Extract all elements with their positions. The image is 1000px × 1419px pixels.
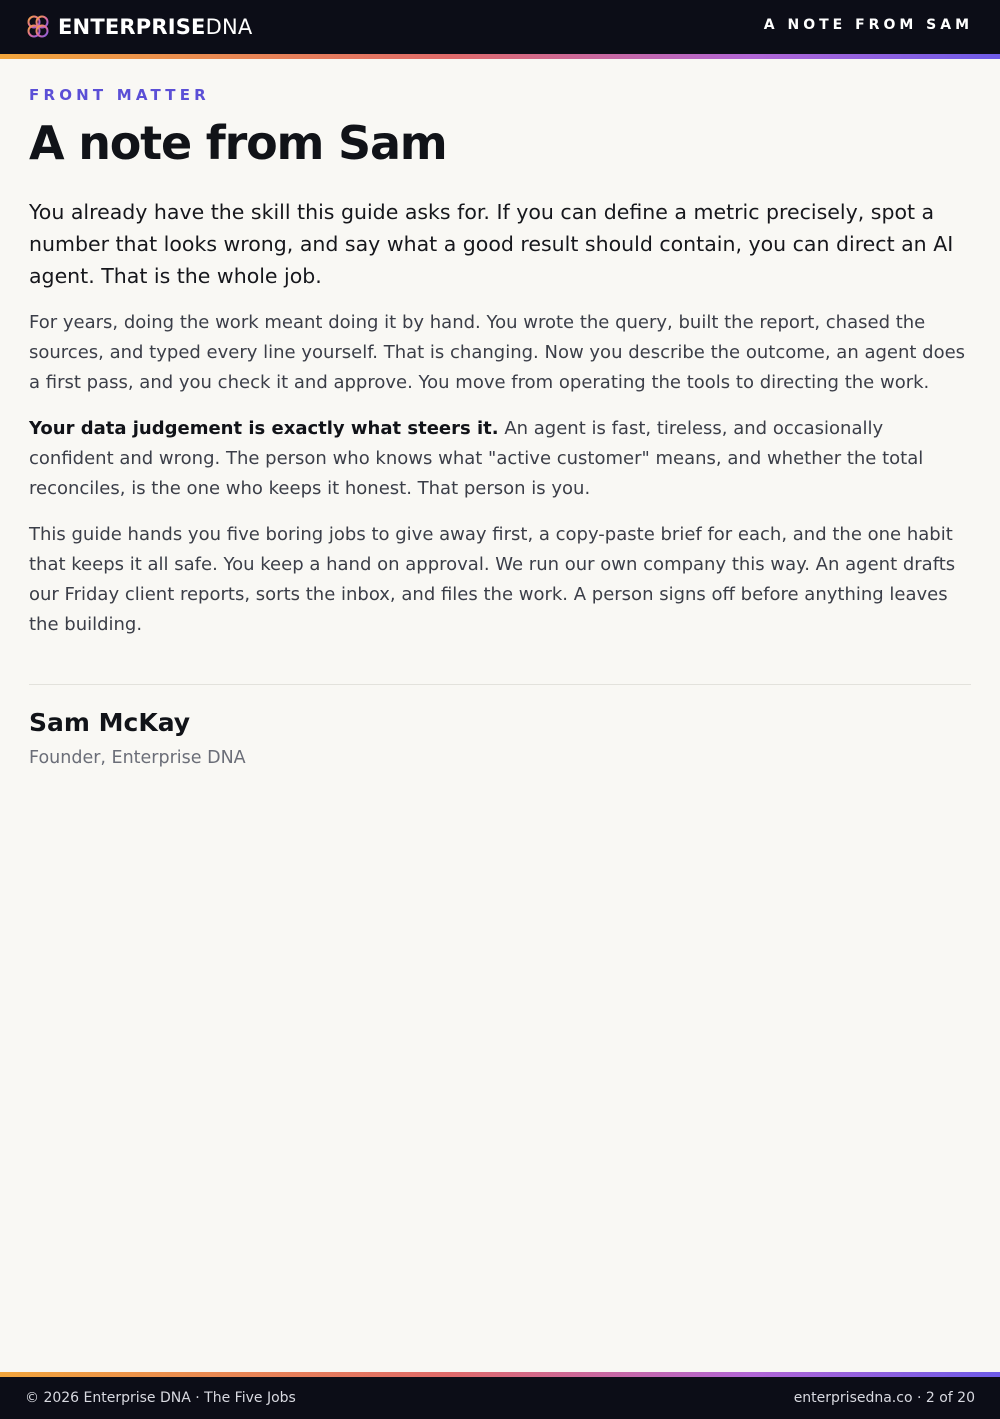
header-gradient-bar [0, 54, 1000, 59]
page-number: enterprisedna.co · 2 of 20 [793, 1390, 975, 1406]
page-title: A note from Sam [29, 116, 447, 170]
signature-role: Founder, Enterprise DNA [29, 748, 246, 768]
logo-word-dna: DNA [205, 15, 253, 39]
dna-knot-icon [24, 13, 52, 41]
lead-paragraph: You already have the skill this guide asks for. If you can define a metric precisely, spot a number that looks wrong, and say what a good result should contain, you can direct an AI agent. That is the whole job. [29, 200, 954, 288]
body-paragraph-2 [29, 414, 971, 504]
page-header [0, 0, 1000, 54]
logo-word-enterprise: ENTERPRISE [58, 15, 206, 39]
signature-name: Sam McKay [29, 708, 191, 737]
logo-wordmark [58, 13, 252, 41]
page-footer [0, 1377, 1000, 1419]
section-label: A NOTE FROM SAM [763, 17, 973, 33]
paragraph-2-text: An agent is fast, tireless, and occasionally confident and wrong. The person who knows what "active customer" means, and whether the total reconciles, is the one who keeps it honest. That person is you. [29, 418, 924, 499]
copyright-text: © 2026 Enterprise DNA · The Five Jobs [25, 1390, 296, 1406]
body-paragraph-3: This guide hands you five boring jobs to give away first, a copy-paste brief for each, and the one habit that keeps it all safe. You keep a hand on approval. We run our own company this way. An agent drafts our Friday client reports, sorts the inbox, and files the work. A person signs off before anything leaves the building. [29, 524, 956, 635]
main-content [29, 84, 971, 771]
kicker: FRONT MATTER [29, 86, 210, 104]
paragraph-emphasis: Your data judgement is exactly what steers it. [29, 418, 499, 439]
enterprise-dna-logo [24, 13, 252, 41]
body-paragraph-1: For years, doing the work meant doing it by hand. You wrote the query, built the report, chased the sources, and typed every line yourself. That is changing. Now you describe the outcome, an agent does a first pass, and you check it and approve. You move from operating the tools to directing the work. [29, 312, 966, 393]
divider [29, 684, 971, 685]
